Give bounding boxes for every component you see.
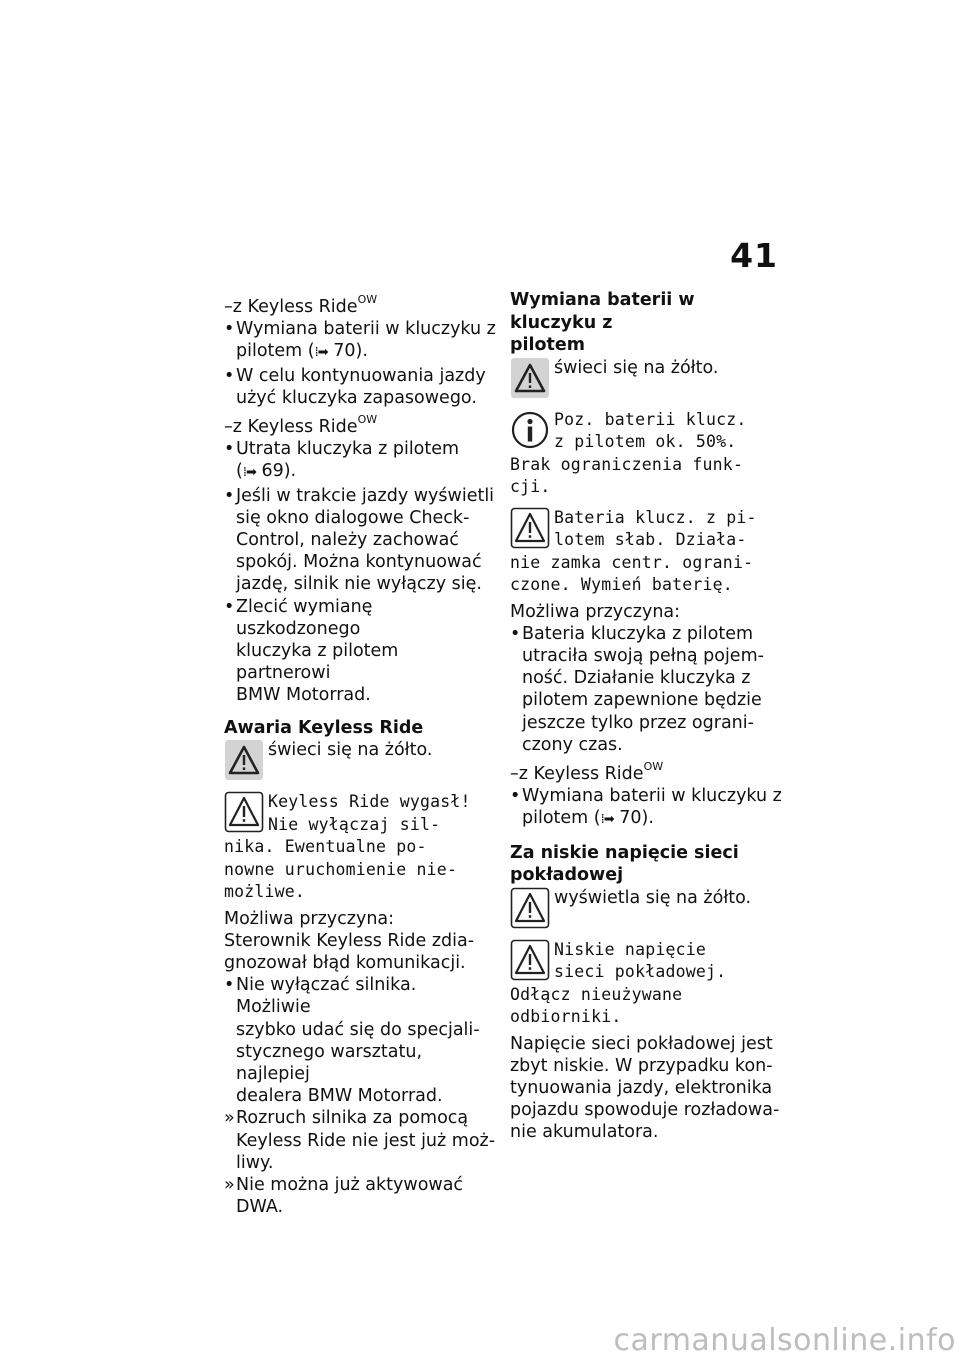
page-ref-arrow-icon: ⁞➡ <box>600 812 614 828</box>
warning-indicator-row: świeci się na żółto. <box>510 357 784 401</box>
watermark: carmanualsonline.info <box>613 1323 956 1358</box>
bullet-item: • Zlecić wymianę uszkodzonego kluczyka z pilotem partnerowi BMW Motorrad. <box>224 596 399 706</box>
paragraph: Napięcie sieci pokładowej jest zbyt niskie. W przypadku kon- tynuowania jazdy, elektronika pojazdu spowoduje rozładowa- nie akumulatora. <box>510 1033 780 1143</box>
warning-triangle-icon <box>510 887 550 929</box>
warning-light-icon <box>224 739 264 781</box>
page-ref-arrow-icon: ⁞➡ <box>314 345 328 361</box>
display-message-text: Odłącz nieużywane odbiorniki. <box>510 984 683 1027</box>
display-message: Keyless Ride wygasł! Nie wyłączaj sil- <box>224 791 496 836</box>
condition-line: –z Keyless Ride$^{OW}$ <box>224 293 378 317</box>
bullet-item: • Bateria kluczyka z pilotem utraciła swoją pełną pojem- ność. Działanie kluczyka z pilotem zapewnione będzie jeszcze tylko przez ograni- czony czas. <box>510 623 764 755</box>
bullet-item: • Nie wyłączać silnika. Możliwie szybko udać się do specjali- stycznego warsztatu, najlepiej dealera BMW Motorrad. <box>224 975 480 1107</box>
display-message: Niskie napięcie sieci pokładowej. <box>510 939 784 984</box>
cause-label: Możliwa przyczyna: <box>510 601 681 622</box>
cause-text: Sterownik Keyless Ride zdia- gnozował błąd komunikacji. <box>224 930 475 974</box>
condition-line: –z Keyless Ride$^{OW}$ <box>224 413 378 438</box>
display-message-text: nika. Ewentualne po- nowne uruchomienie nie- możliwe. <box>224 837 458 902</box>
bullet-item: • Jeśli w trakcie jazdy wyświetli się okno dialogowe Check- Control, należy zachować spokój. Można kontynuować jazdę, silnik nie wyłączy się. <box>224 485 495 595</box>
display-message: Bateria klucz. z pi- lotem słab. Działa- <box>510 507 784 552</box>
warning-triangle-icon <box>510 507 550 549</box>
section-heading: Awaria Keyless Ride <box>224 717 424 738</box>
cause-label: Możliwa przyczyna: <box>224 908 395 929</box>
right-column <box>510 289 784 1144</box>
bullet-item: • Wymiana baterii w kluczyku z pilotem (⁞➡ 70). <box>510 785 784 831</box>
warning-triangle-icon <box>510 939 550 981</box>
result-item: » Nie można już aktywować DWA. <box>224 1175 464 1218</box>
warning-triangle-icon <box>224 791 264 833</box>
result-item: » Rozruch silnika za pomocą Keyless Ride nie jest już moż- liwy. <box>224 1108 496 1173</box>
warning-indicator-row: wyświetla się na żółto. <box>510 887 784 931</box>
display-message-text: Brak ograniczenia funk- cji. <box>510 454 744 496</box>
bullet-item: • W celu kontynuowania jazdy użyć kluczyka zapasowego. <box>224 365 486 408</box>
page-number: 41 <box>730 236 778 275</box>
bullet-item: • Utrata kluczyka z pilotem (⁞➡ 69). <box>224 438 496 484</box>
section-heading: Wymiana baterii w kluczyku z pilotem <box>510 290 695 355</box>
left-column <box>224 289 496 1219</box>
warning-light-icon <box>510 357 550 399</box>
warning-indicator-row: świeci się na żółto. <box>224 739 496 783</box>
page-ref-arrow-icon: ⁞➡ <box>242 465 256 481</box>
info-icon <box>510 409 550 451</box>
bullet-item: • Wymiana baterii w kluczyku z pilotem (⁞➡ 70). <box>224 318 496 364</box>
section-heading: Za niskie napięcie sieci pokładowej <box>510 842 739 886</box>
condition-line: –z Keyless Ride$^{OW}$ <box>510 759 664 784</box>
display-message-text: nie zamka centr. ograni- czone. Wymień baterię. <box>510 552 754 594</box>
display-message: Poz. baterii klucz. z pilotem ok. 50%. <box>510 409 784 454</box>
